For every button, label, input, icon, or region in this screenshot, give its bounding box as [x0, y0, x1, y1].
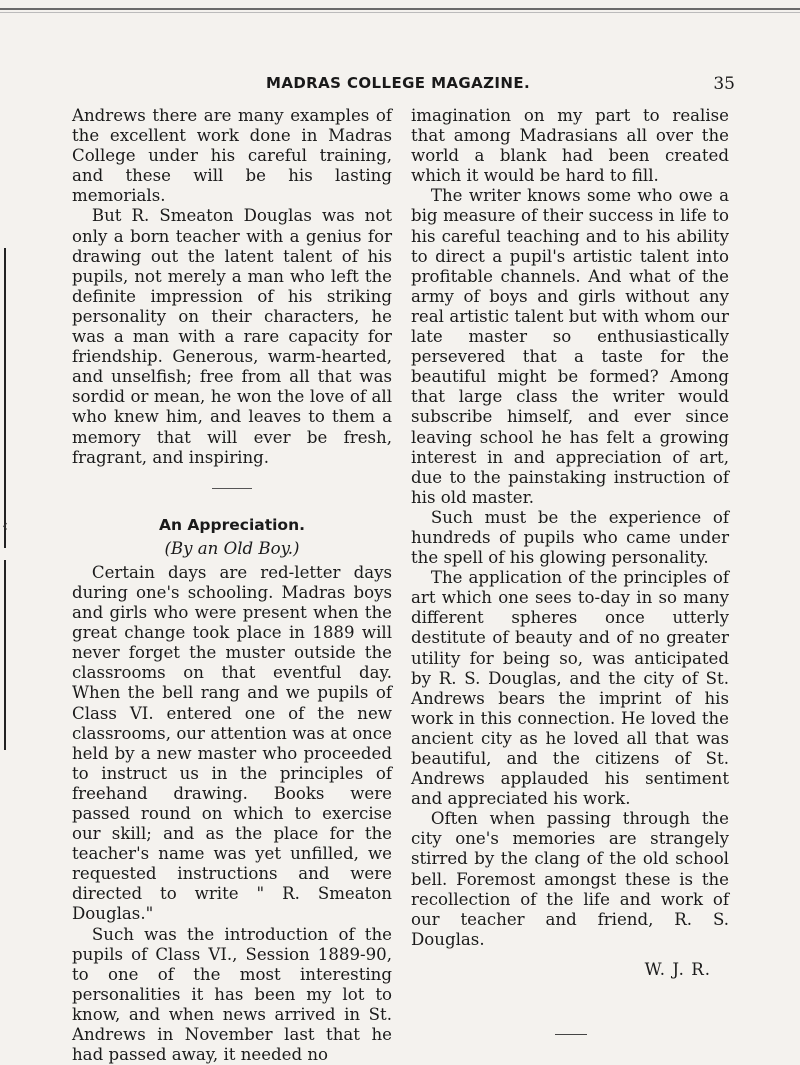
paragraph: But R. Smeaton Douglas was not only a born teacher with a genius for drawing out the latent talent of his pupils, not merely a man who left the definite impression of his striking personality on their characters, he was a man with a rare capacity for friendship. Generous, warm-hearted, and unselfish; free from all that was sordid or mean, he won the love of all who knew him, and leaves to them a memory that will ever be fresh, fragrant, and inspiring. [72, 206, 392, 467]
paragraph: Certain days are red-letter days during one's schooling. Madras boys and girls who were present when the great change took place in 1889 will never forget the muster outside the classrooms on that eventful day. When the bell rang and we pupils of Class VI. entered one of the new classrooms, our attention was at once held by a new master who proceeded to instruct us in the principles of freehand drawing. Books were passed round on which to exercise our skill; and as the place for the teacher's name was yet unfilled, we requested instructions and were directed to write " R. Smeaton Douglas." [72, 562, 392, 924]
binding-edge-line-lower [4, 560, 6, 750]
binding-edge-line [2, 248, 9, 548]
paragraph: The application of the principles of art which one sees to-day in so many different spheres once utterly destitute of beauty and of no greater utility for being so, was anticipated by R. S. Douglas, and the city of St. Andrews bears the imprint of his work in this connection. He loved the ancient city as he loved all that was beautiful, and the citizens of St. Andrews applauded his sentiment and appreciated his work. [411, 568, 729, 809]
paragraph: Such was the introduction of the pupils of Class VI., Session 1889-90, to one of the most interesting personalities it has been my lot to know, and when news arrived in St. Andrews in November last that he had passed away, it needed no [72, 924, 392, 1065]
paragraph: Often when passing through the city one's memories are strangely stirred by the clang of the old school bell. Foremost amongst these is the recollection of the life and work of our teacher and friend, R. S. Douglas. [411, 809, 729, 949]
binding-mark-icon: ‹ [2, 516, 9, 535]
article-byline: (By an Old Boy.) [164, 538, 300, 558]
paragraph: The writer knows some who owe a big measure of their success in life to his careful teaching and to his ability to direct a pupil's artistic talent into profitable channels. And what of the army of boys and girls without any real artistic talent but with whom our late master so enthusiastically persevered that a taste for the beautiful might be formed? Among that large class the writer would subscribe himself, and ever since leaving school he has felt a growing interest in and appreciation of art, due to the painstaking instruction of his old master. [411, 186, 729, 507]
right-column [411, 106, 729, 1035]
top-edge-rule-secondary [0, 12, 800, 13]
section-divider [212, 488, 252, 489]
end-divider [555, 1034, 587, 1035]
paragraph: Such must be the experience of hundreds of pupils who came under the spell of his glowing personality. [411, 507, 729, 568]
article-heading: An Appreciation. [158, 515, 306, 534]
running-header [70, 74, 735, 96]
paragraph: imagination on my part to realise that among Madrasians all over the world a blank had been created which it would be hard to fill. [411, 106, 729, 186]
left-column [72, 106, 392, 1065]
paragraph: Andrews there are many examples of the excellent work done in Madras College under his careful training, and these will be his lasting memorials. [72, 106, 392, 206]
magazine-title: MADRAS COLLEGE MAGAZINE. [266, 74, 531, 92]
page-number: 35 [713, 74, 735, 94]
author-signature: W. J. R. [644, 959, 711, 979]
top-edge-rule [0, 8, 800, 10]
